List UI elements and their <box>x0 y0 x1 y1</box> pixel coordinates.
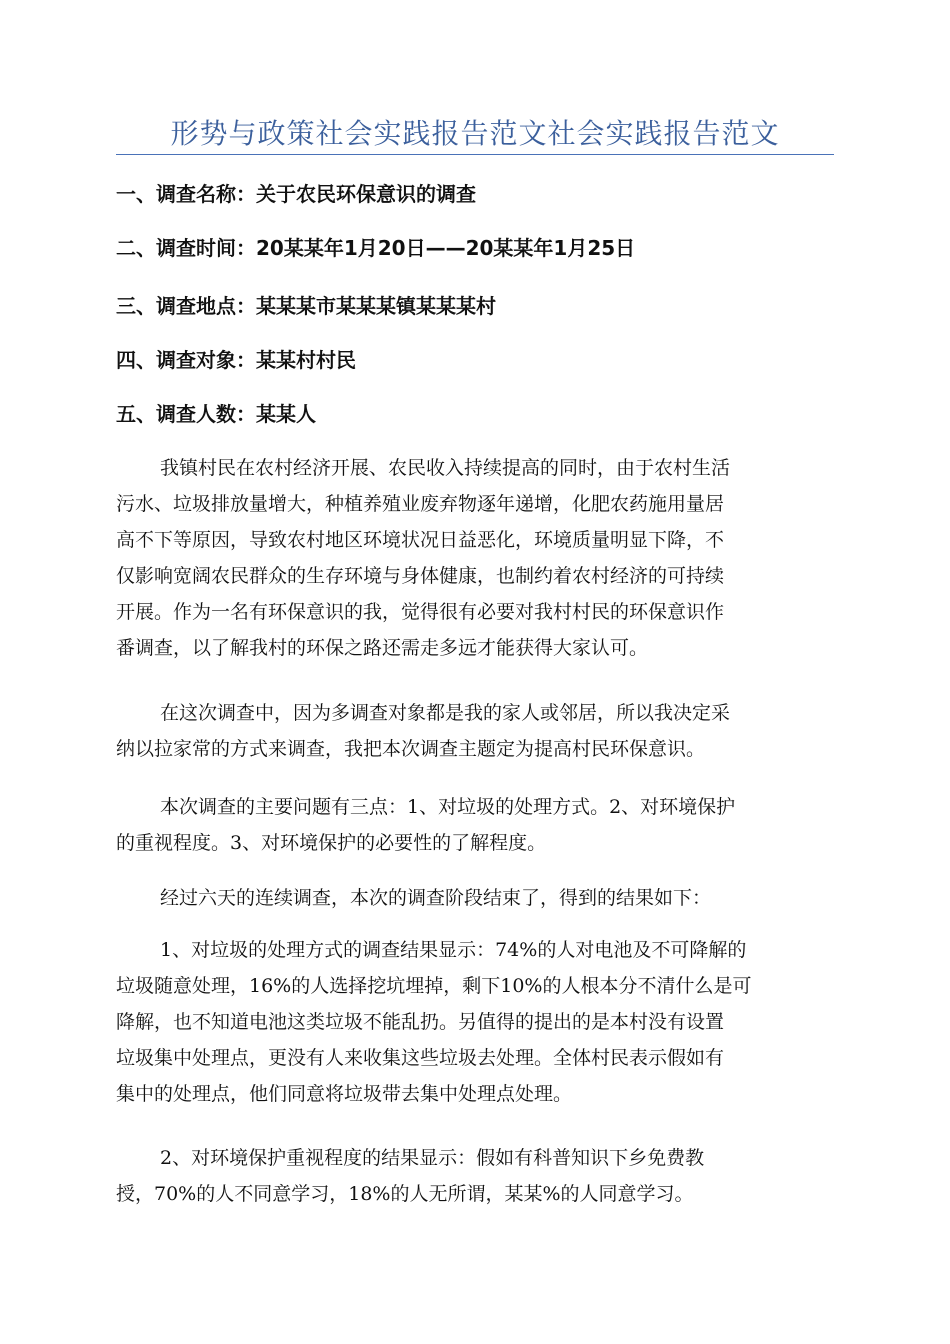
paragraph-line: 的重视程度。3、对环境保护的必要性的了解程度。 <box>116 832 547 854</box>
paragraph-questions <box>116 789 834 861</box>
survey-name: 一、调查名称：关于农民环保意识的调查 <box>116 182 476 206</box>
paragraph-background <box>116 450 834 666</box>
paragraph-line: 授，70%的人不同意学习，18%的人无所谓，某某%的人同意学习。 <box>116 1183 694 1205</box>
survey-location: 三、调查地点：某某某市某某某镇某某某村 <box>116 294 496 318</box>
paragraph-line: 集中的处理点，他们同意将垃圾带去集中处理点处理。 <box>116 1083 573 1105</box>
paragraph-line: 经过六天的连续调查，本次的调查阶段结束了，得到的结果如下： <box>160 887 712 909</box>
paragraph-line: 我镇村民在农村经济开展、农民收入持续提高的同时，由于农村生活 <box>160 457 731 479</box>
paragraph-line: 仅影响宽阔农民群众的生存环境与身体健康，也制约着农村经济的可持续 <box>116 565 725 587</box>
paragraph-line: 垃圾集中处理点，更没有人来收集这些垃圾去处理。全体村民表示假如有 <box>116 1047 725 1069</box>
title-underline <box>116 154 834 155</box>
paragraph-line: 开展。作为一名有环保意识的我，觉得很有必要对我村村民的环保意识作 <box>116 601 725 623</box>
paragraph-line: 高不下等原因，导致农村地区环境状况日益恶化，环境质量明显下降，不 <box>116 529 725 551</box>
paragraph-line: 2、对环境保护重视程度的结果显示：假如有科普知识下乡免费教 <box>160 1147 705 1169</box>
survey-headcount: 五、调查人数：某某人 <box>116 402 316 426</box>
paragraph-line: 降解，也不知道电池这类垃圾不能乱扔。另值得的提出的是本村没有设置 <box>116 1011 725 1033</box>
paragraph-results-intro <box>116 880 834 916</box>
paragraph-line: 污水、垃圾排放量增大，种植养殖业废弃物逐年递增，化肥农药施用量居 <box>116 493 725 515</box>
paragraph-line: 本次调查的主要问题有三点：1、对垃圾的处理方式。2、对环境保护 <box>160 796 736 818</box>
paragraph-line: 在这次调查中，因为多调查对象都是我的家人或邻居，所以我决定采 <box>160 702 731 724</box>
paragraph-line: 纳以拉家常的方式来调查，我把本次调查主题定为提高村民环保意识。 <box>116 738 706 760</box>
paragraph-method <box>116 695 834 767</box>
paragraph-line: 1、对垃圾的处理方式的调查结果显示：74%的人对电池及不可降解的 <box>160 939 747 961</box>
survey-subject: 四、调查对象：某某村村民 <box>116 348 356 372</box>
paragraph-result-1 <box>116 932 834 1112</box>
paragraph-line: 垃圾随意处理，16%的人选择挖坑埋掉，剩下10%的人根本分不清什么是可 <box>116 975 752 997</box>
survey-time: 二、调查时间：20某某年1月20日——20某某年1月25日 <box>116 236 636 260</box>
paragraph-result-2 <box>116 1140 834 1212</box>
document-title: 形势与政策社会实践报告范文社会实践报告范文 <box>170 117 780 150</box>
paragraph-line: 番调查，以了解我村的环保之路还需走多远才能获得大家认可。 <box>116 637 649 659</box>
